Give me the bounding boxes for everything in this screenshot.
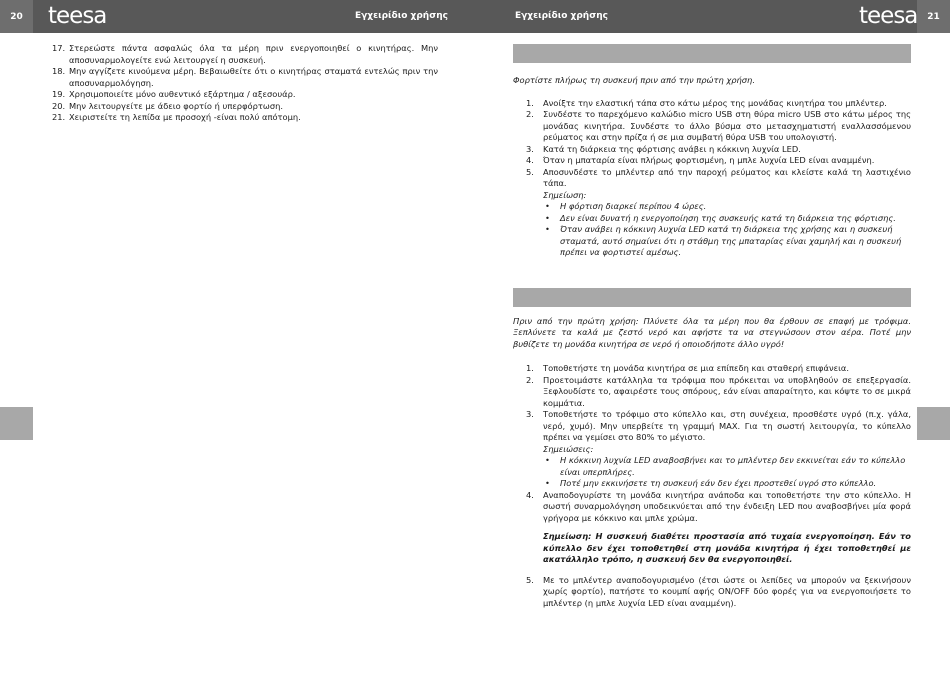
left-side-tab [0,407,33,440]
left-header-title: Εγχειρίδιο χρήσης [355,11,448,21]
usage-steps [513,363,911,524]
left-page-number: 20 [0,0,33,33]
list-item: 5. Αποσυνδέστε το μπλέντερ από την παροχή ρεύματος και κλείστε καλά τη λαστιχένιο τάπα. Σημείωση: • Η φόρτιση διαρκεί περίπου 4 ώρες. • Δεν είναι δυνατή η ενεργοποίηση της συσκευής κατά τη διάρκεια της φόρτισης. • Όταν ανάβει η κόκκινη λυχνία LED κατά τη διάρκεια της χρήσης και η συσκευή σταματά, αυτό σημαίνει ότι η στάθμη της μπαταρίας είναι χαμηλή και η συσκευή πρέπει να φορτιστεί αμέσως. [526,166,911,257]
note-bullets [543,201,911,259]
usage-intro: Πριν από την πρώτη χρήση: Πλύνετε όλα τα μέρη που θα έρθουν σε επαφή με τρόφιμα. Ξεπλύνετε τα καλά με ζεστό νερό και αφήστε τα να στεγνώσουν στον αέρα. Ποτέ μην βυθίζετε τη μονάδα κινητήρα σε νερό ή οποιοδήποτε άλλο υγρό! [513,315,911,349]
list-item: • Η κόκκινη λυχνία LED αναβοσβήνει και το μπλέντερ δεν εκκινείται εάν το κύπελλο είναι υπερπλήρες. [545,455,906,477]
list-item: • Όταν ανάβει η κόκκινη λυχνία LED κατά τη διάρκεια της χρήσης και η συσκευή σταματά, αυτό σημαίνει ότι η στάθμη της μπαταρίας είναι χαμηλή και η συσκευή πρέπει να φορτιστεί αμέσως. [545,224,902,257]
charging-steps [513,98,911,259]
list-item: 18. Μην αγγίζετε κινούμενα μέρη. Βεβαιωθείτε ότι ο κινητήρας σταματά εντελώς πριν την αποσυναρμολόγηση. [52,66,438,88]
list-item: • Ποτέ μην εκκινήσετε τη συσκευή εάν δεν έχει προστεθεί υγρό στο κύπελλο. [545,478,877,488]
list-item: 3. Τοποθετήστε το τρόφιμο στο κύπελλο και, στη συνέχεια, προσθέστε υγρό (π.χ. γάλα, νερό, χυμό). Μην υπερβείτε τη γραμμή MAX. Για τη σωστή λειτουργία, το κύπελλο πρέπει να γεμίσει στο 80% το μέγιστο. Σημειώσεις: • Η κόκκινη λυχνία LED αναβοσβήνει και το μπλέντερ δεν εκκινείται εάν το κύπελλο είναι υπερπλήρες. • Ποτέ μην εκκινήσετε τη συσκευή εάν δεν έχει προστεθεί υγρό στο κύπελλο. [526,409,911,488]
list-item: 1. Τοποθετήστε τη μονάδα κινητήρα σε μια επίπεδη και σταθερή επιφάνεια. [526,363,849,373]
right-page-content [513,44,911,609]
list-item: 2. Συνδέστε το παρεχόμενο καλώδιο micro USB στη θύρα micro USB στο κάτω μέρος της μονάδας κινητήρα. Συνδέστε το άλλο βύσμα στο μετασχηματιστή εναλλασσόμενου ρεύματος και στην πρίζα ή σε μια συμβατή θύρα USB του υπολογιστή. [526,109,911,142]
teesa-logo-right: teesa [859,3,918,29]
list-item: 1. Ανοίξτε την ελαστική τάπα στο κάτω μέρος της μονάδας κινητήρα του μπλέντερ. [526,97,887,108]
protection-note: Σημείωση: Η συσκευή διαθέτει προστασία από τυχαία ενεργοποίηση. Εάν το κύπελλο δεν έχει τοποθετηθεί στη μονάδα κινητήρα ή έχει τοποθετηθεί με ακατάλληλο τρόπο, η συσκευή δεν θα ενεργοποιηθεί. [543,531,911,564]
teesa-logo-left: teesa [48,3,107,29]
section-heading-bar-charging [513,44,911,63]
list-item: 17. Στερεώστε πάντα ασφαλώς όλα τα μέρη πριν ενεργοποιηθεί ο κινητήρας. Μην αποσυναρμολογείτε ενώ λειτουργεί η συσκευή. [52,43,438,65]
right-side-tab [917,407,950,440]
right-page-number: 21 [917,0,950,33]
list-item: 2. Προετοιμάστε κατάλληλα τα τρόφιμα που πρόκειται να υποβληθούν σε επεξεργασία. Ξεφλουδίστε το, αφαιρέστε τους σπόρους, εάν είναι απαραίτητο, και κόψτε το σε μικρά κομμάτια. [526,374,911,408]
list-item: 20. Μην λειτουργείτε με άδειο φορτίο ή υπερφόρτωση. [52,100,283,111]
list-item: 5. Με το μπλέντερ αναποδογυρισμένο (έτσι ώστε οι λεπίδες να μπορούν να ξεκινήσουν χωρίς φορτίο), πατήστε το κουμπί αφής ON/OFF δύο φορές για να ενεργοποιήσετε το μπλέντερ (η μπλε λυχνία LED είναι αναμμένη). [526,574,911,608]
charging-intro: Φορτίστε πλήρως τη συσκευή πριν από την πρώτη χρήση. [513,75,755,85]
note-label: Σημείωση: [543,189,587,200]
safety-list [52,43,438,124]
list-item: • Δεν είναι δυνατή η ενεργοποίηση της συσκευής κατά τη διάρκεια της φόρτισης. [545,212,896,223]
notes-label: Σημειώσεις: [543,443,594,454]
section-heading-bar-usage [513,288,911,307]
list-item: 4. Αναποδογυρίστε τη μονάδα κινητήρα ανάποδα και τοποθετήστε την στο κύπελλο. Η σωστή συναρμολόγηση υποδεικνύεται από την ένδειξη LED που αναβοσβήνει μία φορά γρήγορα με κόκκινο και μπλε χρώμα. [526,489,911,523]
list-item: 4. Όταν η μπαταρία είναι πλήρως φορτισμένη, η μπλε λυχνία LED είναι αναμμένη. [526,155,875,165]
right-header-title: Εγχειρίδιο χρήσης [515,11,608,21]
list-item: 3. Κατά τη διάρκεια της φόρτισης ανάβει η κόκκινη λυχνία LED. [526,143,801,154]
notes-bullets [543,455,911,490]
list-item: 19. Χρησιμοποιείτε μόνο αυθεντικό εξάρτημα / αξεσουάρ. [52,89,296,99]
usage-steps-continued [513,575,911,610]
left-page-content [52,43,438,124]
list-item: 21. Χειριστείτε τη λεπίδα με προσοχή -είναι πολύ απότομη. [52,112,301,122]
list-item: • Η φόρτιση διαρκεί περίπου 4 ώρες. [545,201,707,211]
